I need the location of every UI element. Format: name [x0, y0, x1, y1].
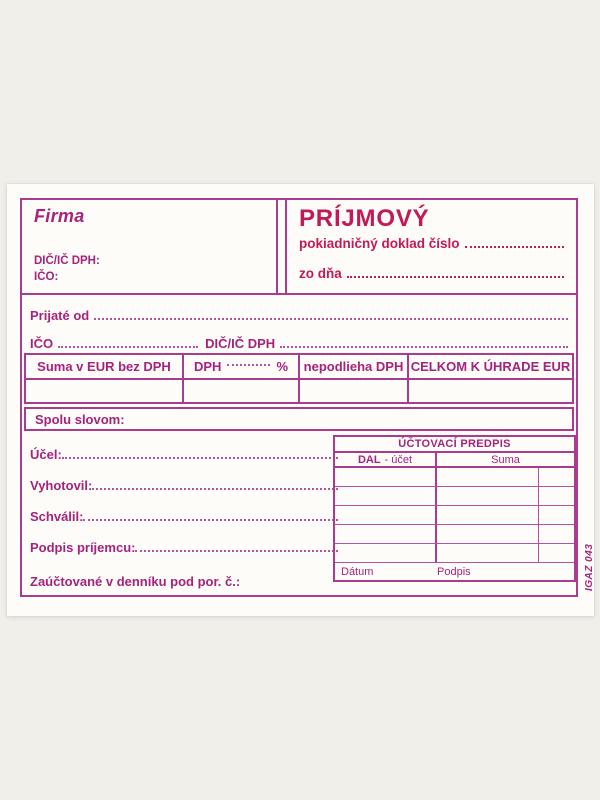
col-not-subject-vat: nepodlieha DPH [298, 355, 407, 378]
accounting-table [333, 435, 576, 582]
debit-cell-empty [335, 525, 437, 543]
purpose-label: Účel: [30, 447, 62, 462]
amount-cell-empty [182, 380, 298, 402]
amount-cell-empty [437, 544, 538, 562]
col-vat-percent [182, 355, 298, 378]
cents-cell-empty [538, 506, 574, 524]
accounting-table-footer [335, 563, 574, 580]
amount-cell-empty [437, 468, 538, 486]
payer-ids-row [30, 335, 568, 351]
doc-number-label: pokiadničný doklad číslo [299, 236, 460, 252]
amount-table-header [26, 355, 572, 380]
accounting-table-title: ÚČTOVACÍ PREDPIS [335, 437, 574, 453]
approved-by-label: Schválil: [30, 509, 84, 524]
date-label: Dátum [341, 565, 374, 578]
lower-section [22, 431, 576, 595]
dotted-line [62, 457, 338, 459]
accounting-empty-row [335, 506, 574, 525]
total-in-words-row [24, 407, 574, 431]
dotted-line [280, 346, 568, 348]
payer-id-label: IČO [30, 336, 54, 351]
accounting-table-header [335, 453, 574, 468]
cents-cell-empty [538, 544, 574, 562]
debit-label: DAL [357, 453, 381, 466]
purpose-row [30, 446, 338, 462]
accounting-empty-row [335, 525, 574, 544]
dotted-line [58, 346, 198, 348]
title-box [285, 200, 576, 293]
debit-label-suffix: - účet [384, 453, 413, 466]
recipient-signature-row [30, 539, 338, 555]
amount-table [24, 353, 574, 404]
dotted-line [92, 488, 338, 490]
company-ids [34, 253, 264, 285]
receipt-form [20, 198, 578, 597]
debit-account-header [335, 453, 437, 466]
amount-cell-empty [298, 380, 407, 402]
debit-cell-empty [335, 506, 437, 524]
company-vat-label: DIČ/IČ DPH: [34, 254, 100, 267]
debit-cell-empty [335, 544, 437, 562]
percent-sign: % [276, 359, 288, 374]
total-in-words-label: Spolu slovom: [35, 411, 125, 427]
amount-header: Suma [491, 453, 520, 466]
journal-entry-row [30, 573, 338, 589]
amount-cell-empty [407, 380, 572, 402]
signature-label: Podpis [437, 565, 471, 578]
prepared-by-row [30, 477, 338, 493]
recipient-signature-label: Podpis príjemcu: [30, 540, 136, 555]
prepared-by-label: Vyhotovil: [30, 478, 93, 493]
debit-cell-empty [335, 468, 437, 486]
received-from-label: Prijaté od [30, 308, 90, 323]
doc-date-label: zo dňa [299, 266, 342, 282]
cents-cell-empty [538, 487, 574, 505]
receipt-paper [7, 184, 594, 616]
col-sum-without-vat: Suma v EUR bez DPH [37, 359, 171, 374]
amount-cell-empty [26, 380, 182, 402]
company-id-label: IČO: [34, 270, 59, 283]
company-name-label: Firma [34, 206, 85, 226]
doc-date-row [299, 266, 564, 281]
cents-cell-empty [538, 468, 574, 486]
dotted-line [227, 364, 270, 366]
dotted-line [94, 318, 568, 320]
vat-label: DPH [194, 359, 222, 374]
accounting-empty-row [335, 544, 574, 563]
received-from-row [30, 307, 568, 323]
form-header [22, 200, 576, 295]
accounting-empty-row [335, 487, 574, 506]
accounting-empty-row [335, 468, 574, 487]
journal-entry-label: Zaúčtované v denníku pod por. č.: [30, 574, 241, 589]
amount-cell-empty [437, 525, 538, 543]
amount-cell-empty [437, 487, 538, 505]
amount-table-empty-row [26, 380, 572, 402]
col-total-due: CELKOM K ÚHRADE EUR [407, 355, 572, 378]
debit-cell-empty [335, 487, 437, 505]
form-title: PRÍJMOVÝ [299, 205, 430, 232]
company-box [22, 200, 278, 293]
form-code-vertical: IGAZ 043 [584, 543, 595, 591]
dotted-line [465, 246, 564, 248]
amount-cell-empty [437, 506, 538, 524]
doc-number-row [299, 236, 564, 251]
payer-vat-label: DIČ/IČ DPH [205, 336, 276, 351]
dotted-line [347, 276, 564, 278]
cents-cell-empty [538, 525, 574, 543]
dotted-line [135, 550, 338, 552]
dotted-line [83, 519, 338, 521]
approved-by-row [30, 508, 338, 524]
